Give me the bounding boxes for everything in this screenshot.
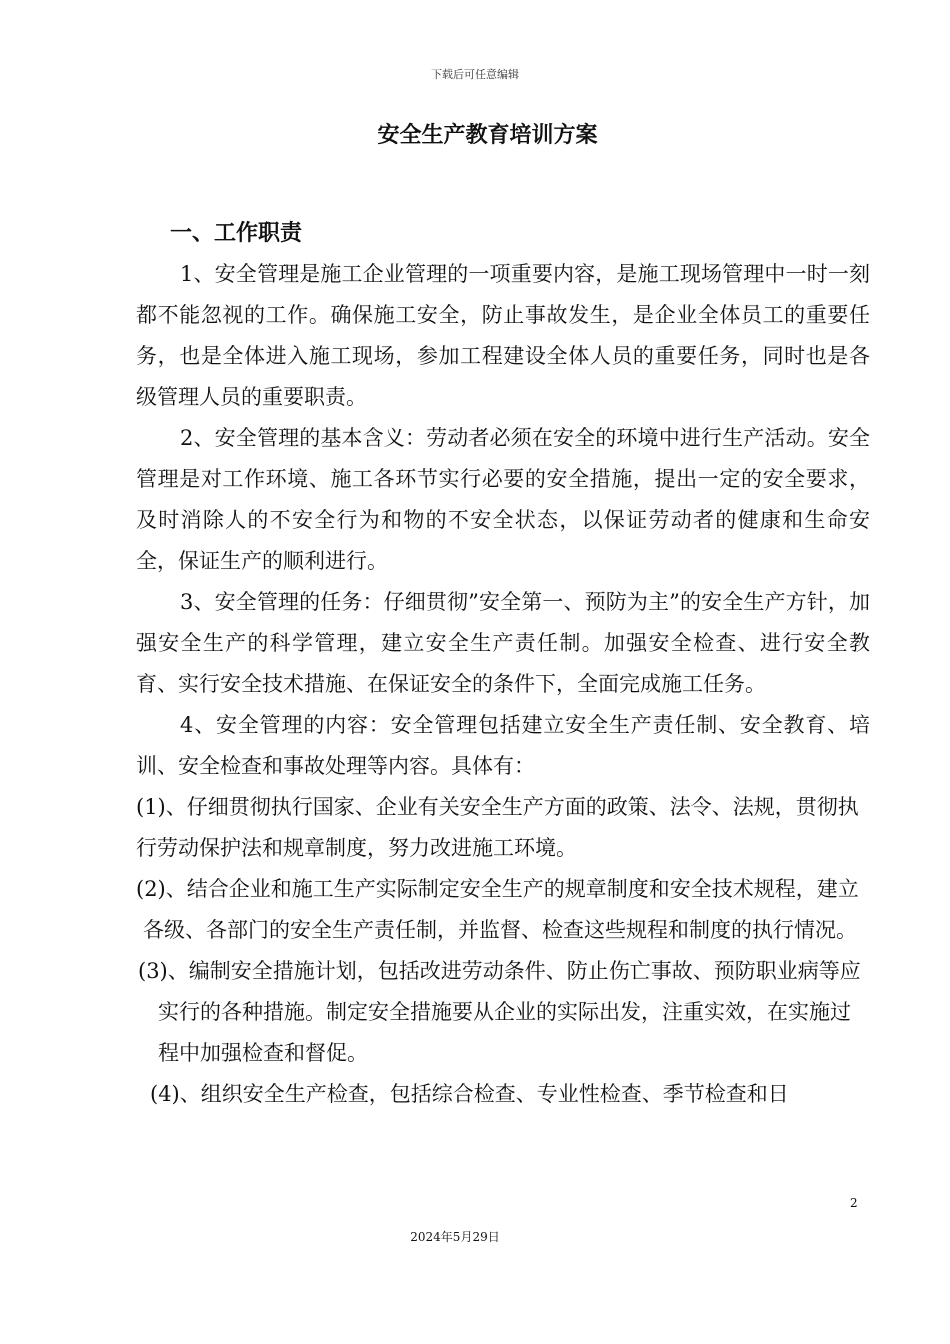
list-item-2: (2)、结合企业和施工生产实际制定安全生产的规章制度和安全技术规程，建立各级、各部门的安全生产责任制，并监督、检查这些规程和制度的执行情况。 bbox=[136, 877, 859, 942]
list-item-3: (3)、编制安全措施计划，包括改进劳动条件、防止伤亡事故、预防职业病等应实行的各种措施。制定安全措施要从企业的实际出发，注重实效，在实施过程中加强检查和督促。 bbox=[138, 959, 861, 1065]
paragraph-4: 4、安全管理的内容：安全管理包括建立安全生产责任制、安全教育、培训、安全检查和事故处理等内容。具体有： bbox=[136, 713, 870, 778]
page-number: 2 bbox=[850, 1196, 858, 1210]
paragraph-2: 2、安全管理的基本含义：劳动者必须在安全的环境中进行生产活动。安全管理是对工作环境、施工各环节实行必要的安全措施，提出一定的安全要求，及时消除人的不安全行为和物的不安全状态，以保证劳动者的健康和生命安全，保证生产的顺利进行。 bbox=[136, 426, 870, 573]
section-heading: 一、工作职责 bbox=[170, 220, 303, 246]
list-item-1: (1)、仔细贯彻执行国家、企业有关安全生产方面的政策、法令、法规，贯彻执行劳动保护法和规章制度，努力改进施工环境。 bbox=[136, 795, 859, 860]
paragraph-1: 1、安全管理是施工企业管理的一项重要内容，是施工现场管理中一时一刻都不能忽视的工作。确保施工安全，防止事故发生，是企业全体员工的重要任务，也是全体进入施工现场，参加工程建设全体人员的重要任务，同时也是各级管理人员的重要职责。 bbox=[136, 262, 870, 409]
paragraph-3: 3、安全管理的任务：仔细贯彻”安全第一、预防为主”的安全生产方针，加强安全生产的科学管理，建立安全生产责任制。加强安全检查、进行安全教育、实行安全技术措施、在保证安全的条件下，全面完成施工任务。 bbox=[136, 590, 870, 696]
document-title: 安全生产教育培训方案 bbox=[377, 122, 598, 148]
list-item-4: (4)、组织安全生产检查，包括综合检查、专业性检查、季节检查和日 bbox=[150, 1082, 789, 1106]
document-body bbox=[136, 254, 870, 1115]
header-note: 下载后可任意编辑 bbox=[431, 68, 519, 81]
footer-date: 2024年5月29日 bbox=[410, 1230, 500, 1244]
